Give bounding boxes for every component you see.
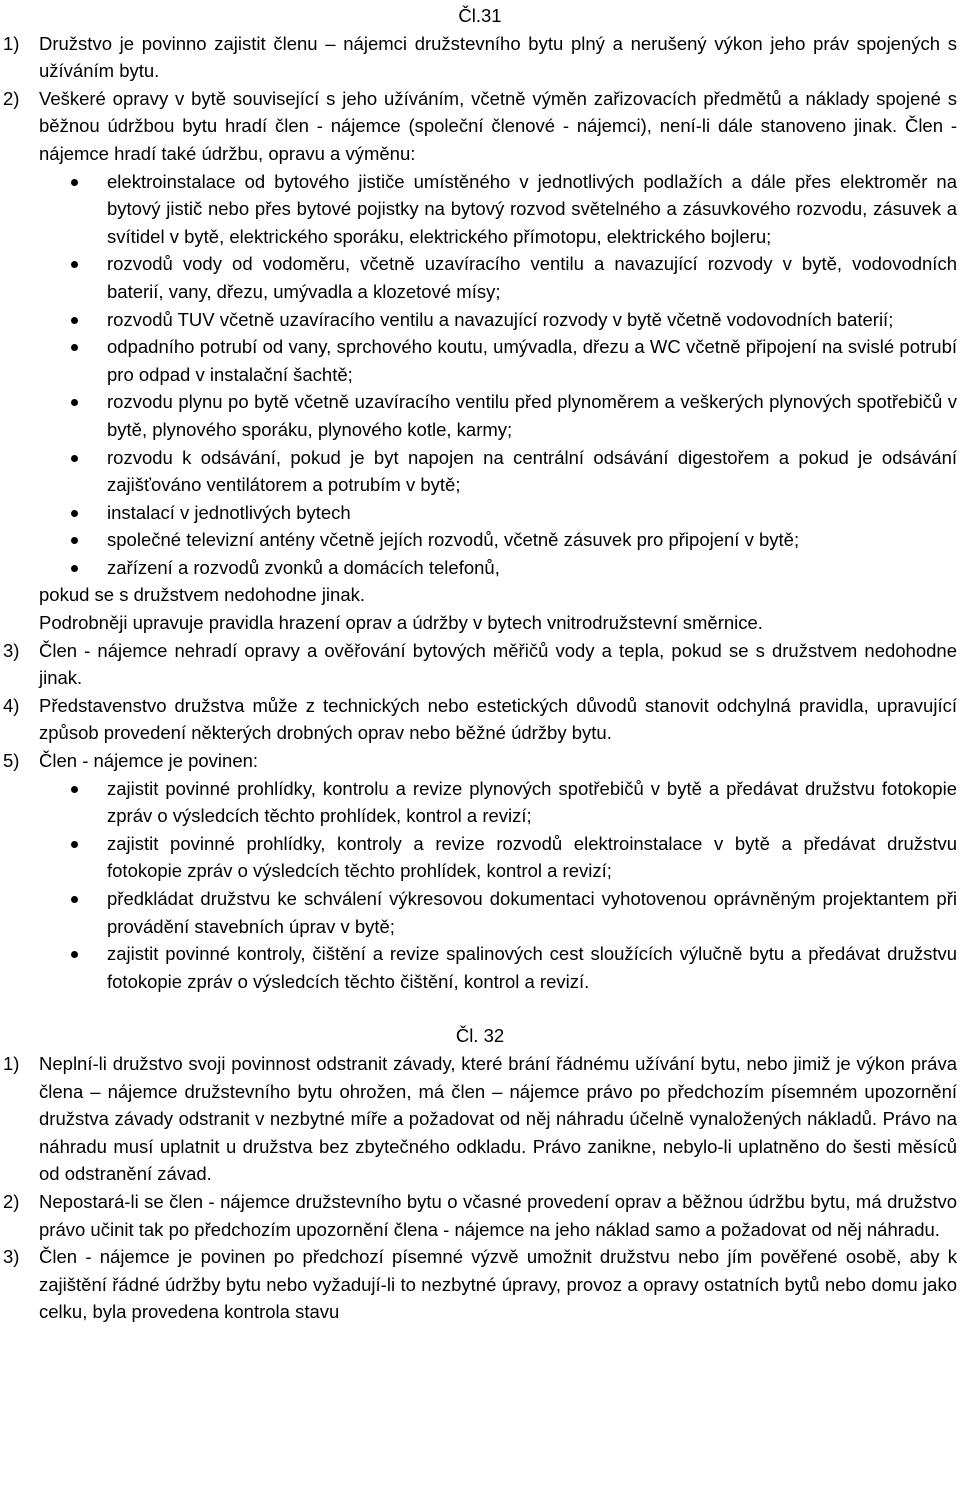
bullet-icon — [71, 510, 78, 517]
bullet-icon — [71, 179, 78, 186]
paragraph-text: Družstvo je povinno zajistit členu – nájemci družstevního bytu plný a nerušený výkon jeho práv spojených s užíváním bytu. — [39, 32, 957, 82]
art31-member-duties-list — [3, 775, 957, 996]
list-item: rozvodu k odsávání, pokud je byt napojen na centrální odsávání digestořem a pokud je odsávání zajišťováno ventilátorem a potrubím v bytě; — [3, 444, 957, 499]
paragraph-number: 1) — [3, 32, 20, 54]
paragraph-text: Nepostará-li se člen - nájemce družstevního bytu o včasné provedení oprav a běžnou údržbu bytu, má družstvo právo učinit tak po předchozím upozornění člena - nájemce na jeho náklad samo a požadovat od něj náhradu. — [39, 1190, 957, 1240]
paragraph-number: 2) — [3, 1190, 20, 1212]
paragraph-number: 4) — [3, 694, 20, 716]
section-spacer — [3, 995, 957, 1022]
bullet-icon — [71, 261, 78, 268]
art31-paragraph-2-note: Podrobněji upravuje pravidla hrazení oprav a údržby v bytech vnitrodružstevní směrnice. — [39, 612, 763, 634]
list-item: rozvodu plynu po bytě včetně uzavíracího ventilu před plynoměrem a veškerých plynových spotřebičů v bytě, plynového sporáku, plynového kotle, karmy; — [3, 388, 957, 443]
bullet-icon — [71, 344, 78, 351]
bullet-icon — [71, 399, 78, 406]
bullet-icon — [71, 317, 78, 324]
list-item: zařízení a rozvodů zvonků a domácích telefonů, — [3, 554, 957, 582]
bullet-icon — [71, 537, 78, 544]
art31-paragraph-2-closing: pokud se s družstvem nedohodne jinak. — [39, 584, 366, 606]
art32-paragraph-1 — [3, 1050, 957, 1188]
bullet-icon — [71, 841, 78, 848]
art31-paragraph-2 — [3, 85, 957, 168]
paragraph-number: 5) — [3, 750, 20, 772]
paragraph-number: 2) — [3, 87, 20, 109]
art32-paragraph-2 — [3, 1188, 957, 1243]
paragraph-text: Veškeré opravy v bytě související s jeho užíváním, včetně výměn zařizovacích předmětů a náklady spojené s běžnou údržbou bytu hradí člen - nájemce (společní členové - nájemci), není-li dále stanoveno jinak. Člen - nájemce hradí také údržbu, opravu a výměnu: — [39, 87, 957, 164]
paragraph-number: 1) — [3, 1052, 20, 1074]
paragraph-number: 3) — [3, 1246, 20, 1268]
paragraph-text: Představenstvo družstva může z technických nebo estetických důvodů stanovit odchylná pravidla, upravující způsob provedení některých drobných oprav nebo běžné údržby bytu. — [39, 694, 957, 744]
art31-paragraph-3 — [3, 637, 957, 692]
art31-repair-items-list — [3, 168, 957, 582]
list-item: odpadního potrubí od vany, sprchového koutu, umývadla, dřezu a WC včetně připojení na svislé potrubí pro odpad v instalační šachtě; — [3, 333, 957, 388]
list-item: zajistit povinné prohlídky, kontroly a revize rozvodů elektroinstalace v bytě a předávat družstvu fotokopie zpráv o výsledcích těchto prohlídek, kontrol a revizí; — [3, 830, 957, 885]
bullet-icon — [71, 896, 78, 903]
list-item: zajistit povinné prohlídky, kontrolu a revize plynových spotřebičů v bytě a předávat družstvu fotokopie zpráv o výsledcích těchto prohlídek, kontrol a revizí; — [3, 775, 957, 830]
art31-paragraph-5 — [3, 747, 957, 775]
bullet-icon — [71, 565, 78, 572]
paragraph-text: Člen - nájemce je povinen po předchozí písemné výzvě umožnit družstvu nebo jím pověřené osobě, aby k zajištění řádné údržby bytu nebo vyžadují-li to nezbytné úpravy, provoz a opravy ostatních bytů nebo domu jako celku, byla provedena kontrola stavu — [39, 1246, 957, 1323]
list-item: instalací v jednotlivých bytech — [3, 499, 957, 527]
art31-paragraph-4 — [3, 692, 957, 747]
list-item: zajistit povinné kontroly, čištění a revize spalinových cest sloužících výlučně bytu a předávat družstvu fotokopie zpráv o výsledcích těchto čištění, kontrol a revizí. — [3, 940, 957, 995]
art31-paragraph-1 — [3, 30, 957, 85]
list-item: společné televizní antény včetně jejích rozvodů, včetně zásuvek pro připojení v bytě; — [3, 526, 957, 554]
list-item: elektroinstalace od bytového jističe umístěného v jednotlivých podlažích a dále přes elektroměr na bytový jistič nebo přes bytové pojistky na bytový rozvod světelného a zásuvkového rozvodu, zásuvek a svítidel v bytě, elektrického sporáku, elektrického přímotopu, elektrického bojleru; — [3, 168, 957, 251]
bullet-icon — [71, 455, 78, 462]
bullet-icon — [71, 951, 78, 958]
list-item: rozvodů TUV včetně uzavíracího ventilu a navazující rozvody v bytě včetně vodovodních baterií; — [3, 306, 957, 334]
paragraph-number: 3) — [3, 639, 20, 661]
paragraph-text: Člen - nájemce je povinen: — [39, 750, 259, 772]
art32-paragraph-3 — [3, 1243, 957, 1326]
list-item: předkládat družstvu ke schválení výkresovou dokumentaci vyhotovenou oprávněným projektantem při provádění stavebních úprav v bytě; — [3, 885, 957, 940]
article-31-title: Čl.31 — [458, 5, 502, 26]
article-32-title: Čl. 32 — [455, 1025, 505, 1047]
bullet-icon — [71, 786, 78, 793]
list-item: rozvodů vody od vodoměru, včetně uzavíracího ventilu a navazující rozvody v bytě, vodovodních baterií, vany, dřezu, umývadla a klozetové mísy; — [3, 250, 957, 305]
paragraph-text: Neplní-li družstvo svoji povinnost odstranit závady, které brání řádnému užívání bytu, nebo jimiž je výkon práva člena – nájemce družstevního bytu ohrožen, má člen – nájemce právo po předchozím písemném upozornění družstva závady odstranit v nezbytné míře a požadovat od něj náhradu účelně vynaložených nákladů. Právo na náhradu musí uplatnit u družstva bez zbytečného odkladu. Právo zanikne, nebylo-li uplatněno do šesti měsíců od odstranění závad. — [39, 1052, 957, 1185]
paragraph-text: Člen - nájemce nehradí opravy a ověřování bytových měřičů vody a tepla, pokud se s družstvem nedohodne jinak. — [39, 639, 957, 689]
